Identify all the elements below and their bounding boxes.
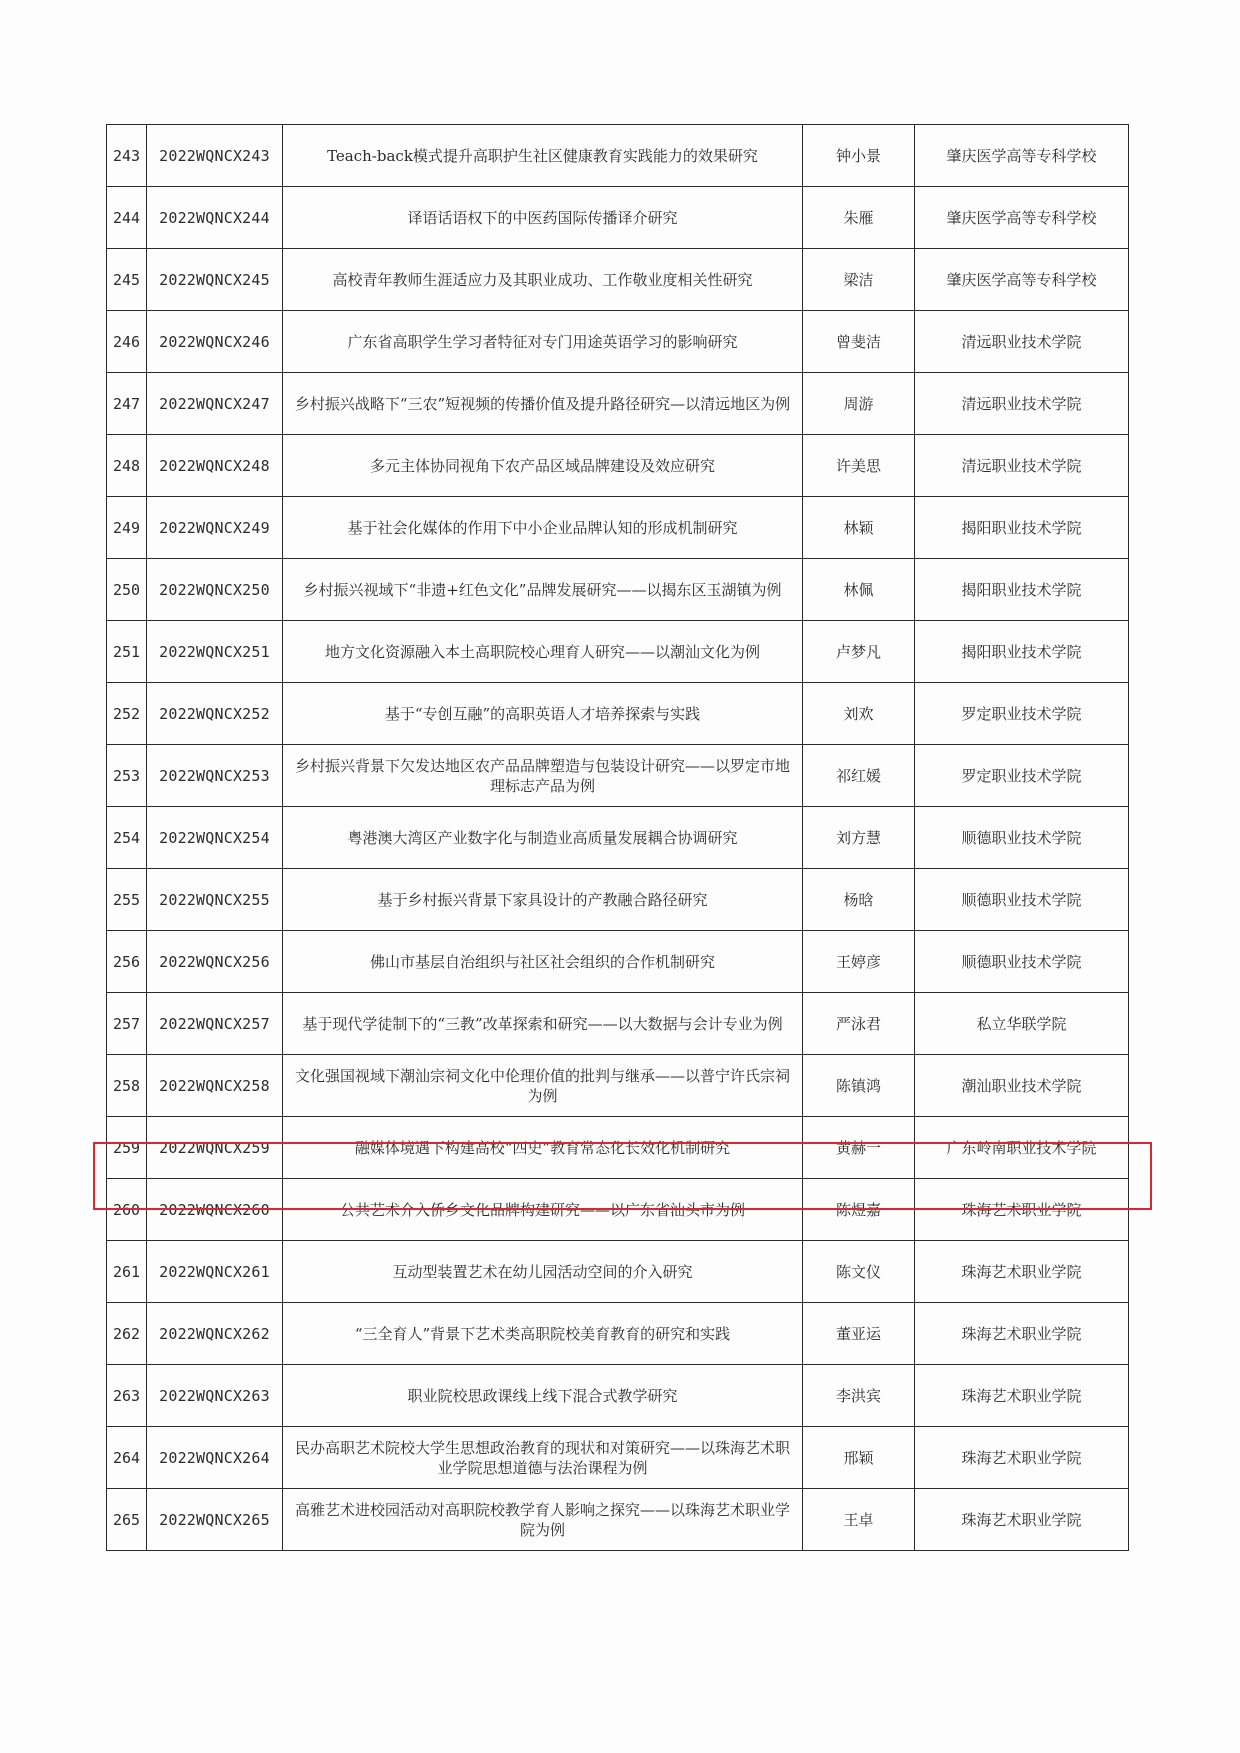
applicant-name: 王卓 — [803, 1489, 915, 1551]
project-title: 广东省高职学生学习者特征对专门用途英语学习的影响研究 — [283, 311, 803, 373]
applicant-name: 林颖 — [803, 497, 915, 559]
table-row — [107, 435, 1129, 497]
institution-name: 珠海艺术职业学院 — [915, 1489, 1129, 1551]
project-code: 2022WQNCX259 — [147, 1117, 283, 1179]
applicant-name: 梁洁 — [803, 249, 915, 311]
applicant-name: 李洪宾 — [803, 1365, 915, 1427]
institution-name: 珠海艺术职业学院 — [915, 1365, 1129, 1427]
table-row — [107, 1117, 1129, 1179]
row-number: 255 — [107, 869, 147, 931]
project-code: 2022WQNCX246 — [147, 311, 283, 373]
applicant-name: 陈文仪 — [803, 1241, 915, 1303]
project-title: 佛山市基层自治组织与社区社会组织的合作机制研究 — [283, 931, 803, 993]
project-code: 2022WQNCX251 — [147, 621, 283, 683]
table-row — [107, 1055, 1129, 1117]
row-number: 260 — [107, 1179, 147, 1241]
table-row — [107, 807, 1129, 869]
table-row — [107, 931, 1129, 993]
table-row — [107, 497, 1129, 559]
applicant-name: 钟小景 — [803, 125, 915, 187]
project-title: 基于社会化媒体的作用下中小企业品牌认知的形成机制研究 — [283, 497, 803, 559]
table-row — [107, 249, 1129, 311]
institution-name: 潮汕职业技术学院 — [915, 1055, 1129, 1117]
project-title: 融媒体境遇下构建高校“四史”教育常态化长效化机制研究 — [283, 1117, 803, 1179]
institution-name: 顺德职业技术学院 — [915, 869, 1129, 931]
table-row — [107, 1365, 1129, 1427]
row-number: 259 — [107, 1117, 147, 1179]
project-code: 2022WQNCX265 — [147, 1489, 283, 1551]
project-roster-table — [106, 124, 1129, 1551]
applicant-name: 严泳君 — [803, 993, 915, 1055]
project-title: 多元主体协同视角下农产品区域品牌建设及效应研究 — [283, 435, 803, 497]
table-row — [107, 683, 1129, 745]
applicant-name: 许美思 — [803, 435, 915, 497]
roster-body — [107, 125, 1129, 1551]
row-number: 247 — [107, 373, 147, 435]
applicant-name: 周游 — [803, 373, 915, 435]
project-title: 基于乡村振兴背景下家具设计的产教融合路径研究 — [283, 869, 803, 931]
applicant-name: 黄赫一 — [803, 1117, 915, 1179]
project-code: 2022WQNCX247 — [147, 373, 283, 435]
row-number: 264 — [107, 1427, 147, 1489]
applicant-name: 曾斐洁 — [803, 311, 915, 373]
row-number: 261 — [107, 1241, 147, 1303]
table-row — [107, 311, 1129, 373]
project-code: 2022WQNCX243 — [147, 125, 283, 187]
row-number: 257 — [107, 993, 147, 1055]
institution-name: 清远职业技术学院 — [915, 373, 1129, 435]
applicant-name: 陈镇鸿 — [803, 1055, 915, 1117]
project-title: “三全育人”背景下艺术类高职院校美育教育的研究和实践 — [283, 1303, 803, 1365]
project-code: 2022WQNCX255 — [147, 869, 283, 931]
row-number: 245 — [107, 249, 147, 311]
table-row — [107, 1241, 1129, 1303]
institution-name: 珠海艺术职业学院 — [915, 1241, 1129, 1303]
institution-name: 珠海艺术职业学院 — [915, 1427, 1129, 1489]
row-number: 246 — [107, 311, 147, 373]
institution-name: 肇庆医学高等专科学校 — [915, 249, 1129, 311]
project-code: 2022WQNCX257 — [147, 993, 283, 1055]
project-code: 2022WQNCX253 — [147, 745, 283, 807]
institution-name: 珠海艺术职业学院 — [915, 1179, 1129, 1241]
project-title: 高雅艺术进校园活动对高职院校教学育人影响之探究——以珠海艺术职业学院为例 — [283, 1489, 803, 1551]
project-title: 译语话语权下的中医药国际传播译介研究 — [283, 187, 803, 249]
applicant-name: 朱雁 — [803, 187, 915, 249]
table-row — [107, 187, 1129, 249]
row-number: 262 — [107, 1303, 147, 1365]
project-code: 2022WQNCX254 — [147, 807, 283, 869]
table-row — [107, 559, 1129, 621]
row-number: 258 — [107, 1055, 147, 1117]
row-number: 265 — [107, 1489, 147, 1551]
project-code: 2022WQNCX262 — [147, 1303, 283, 1365]
applicant-name: 林佩 — [803, 559, 915, 621]
institution-name: 肇庆医学高等专科学校 — [915, 125, 1129, 187]
row-number: 250 — [107, 559, 147, 621]
table-row — [107, 869, 1129, 931]
applicant-name: 祁红媛 — [803, 745, 915, 807]
institution-name: 罗定职业技术学院 — [915, 683, 1129, 745]
institution-name: 清远职业技术学院 — [915, 311, 1129, 373]
institution-name: 顺德职业技术学院 — [915, 807, 1129, 869]
applicant-name: 刘欢 — [803, 683, 915, 745]
institution-name: 私立华联学院 — [915, 993, 1129, 1055]
table-row — [107, 1179, 1129, 1241]
applicant-name: 王婷彦 — [803, 931, 915, 993]
project-title: 乡村振兴视域下“非遗+红色文化”品牌发展研究——以揭东区玉湖镇为例 — [283, 559, 803, 621]
institution-name: 揭阳职业技术学院 — [915, 497, 1129, 559]
project-code: 2022WQNCX249 — [147, 497, 283, 559]
table-row — [107, 1427, 1129, 1489]
applicant-name: 邢颖 — [803, 1427, 915, 1489]
project-code: 2022WQNCX248 — [147, 435, 283, 497]
row-number: 252 — [107, 683, 147, 745]
project-code: 2022WQNCX244 — [147, 187, 283, 249]
applicant-name: 卢梦凡 — [803, 621, 915, 683]
institution-name: 广东岭南职业技术学院 — [915, 1117, 1129, 1179]
project-code: 2022WQNCX256 — [147, 931, 283, 993]
project-code: 2022WQNCX252 — [147, 683, 283, 745]
row-number: 243 — [107, 125, 147, 187]
project-title: 文化强国视域下潮汕宗祠文化中伦理价值的批判与继承——以普宁许氏宗祠为例 — [283, 1055, 803, 1117]
row-number: 263 — [107, 1365, 147, 1427]
row-number: 256 — [107, 931, 147, 993]
applicant-name: 陈煜嘉 — [803, 1179, 915, 1241]
table-row — [107, 1489, 1129, 1551]
project-code: 2022WQNCX245 — [147, 249, 283, 311]
institution-name: 清远职业技术学院 — [915, 435, 1129, 497]
project-title: 乡村振兴战略下“三农”短视频的传播价值及提升路径研究—以清远地区为例 — [283, 373, 803, 435]
table-row — [107, 373, 1129, 435]
table-row — [107, 993, 1129, 1055]
institution-name: 揭阳职业技术学院 — [915, 621, 1129, 683]
project-code: 2022WQNCX261 — [147, 1241, 283, 1303]
table-row — [107, 621, 1129, 683]
project-title: 基于现代学徒制下的“三教”改革探索和研究——以大数据与会计专业为例 — [283, 993, 803, 1055]
project-title: 基于“专创互融”的高职英语人才培养探索与实践 — [283, 683, 803, 745]
project-title: 互动型装置艺术在幼儿园活动空间的介入研究 — [283, 1241, 803, 1303]
applicant-name: 董亚运 — [803, 1303, 915, 1365]
project-title: 民办高职艺术院校大学生思想政治教育的现状和对策研究——以珠海艺术职业学院思想道德与法治课程为例 — [283, 1427, 803, 1489]
institution-name: 肇庆医学高等专科学校 — [915, 187, 1129, 249]
project-code: 2022WQNCX260 — [147, 1179, 283, 1241]
project-code: 2022WQNCX258 — [147, 1055, 283, 1117]
project-title: 高校青年教师生涯适应力及其职业成功、工作敬业度相关性研究 — [283, 249, 803, 311]
row-number: 244 — [107, 187, 147, 249]
row-number: 253 — [107, 745, 147, 807]
institution-name: 罗定职业技术学院 — [915, 745, 1129, 807]
row-number: 249 — [107, 497, 147, 559]
row-number: 251 — [107, 621, 147, 683]
table-row — [107, 125, 1129, 187]
institution-name: 顺德职业技术学院 — [915, 931, 1129, 993]
applicant-name: 刘方慧 — [803, 807, 915, 869]
project-title: 乡村振兴背景下欠发达地区农产品品牌塑造与包装设计研究——以罗定市地理标志产品为例 — [283, 745, 803, 807]
project-title: Teach-back模式提升高职护生社区健康教育实践能力的效果研究 — [283, 125, 803, 187]
project-code: 2022WQNCX264 — [147, 1427, 283, 1489]
project-title: 地方文化资源融入本土高职院校心理育人研究——以潮汕文化为例 — [283, 621, 803, 683]
project-code: 2022WQNCX250 — [147, 559, 283, 621]
institution-name: 珠海艺术职业学院 — [915, 1303, 1129, 1365]
table-row — [107, 745, 1129, 807]
project-title: 公共艺术介入侨乡文化品牌构建研究——以广东省汕头市为例 — [283, 1179, 803, 1241]
row-number: 248 — [107, 435, 147, 497]
project-code: 2022WQNCX263 — [147, 1365, 283, 1427]
row-number: 254 — [107, 807, 147, 869]
project-title: 粤港澳大湾区产业数字化与制造业高质量发展耦合协调研究 — [283, 807, 803, 869]
table-row — [107, 1303, 1129, 1365]
project-title: 职业院校思政课线上线下混合式教学研究 — [283, 1365, 803, 1427]
institution-name: 揭阳职业技术学院 — [915, 559, 1129, 621]
applicant-name: 杨晗 — [803, 869, 915, 931]
